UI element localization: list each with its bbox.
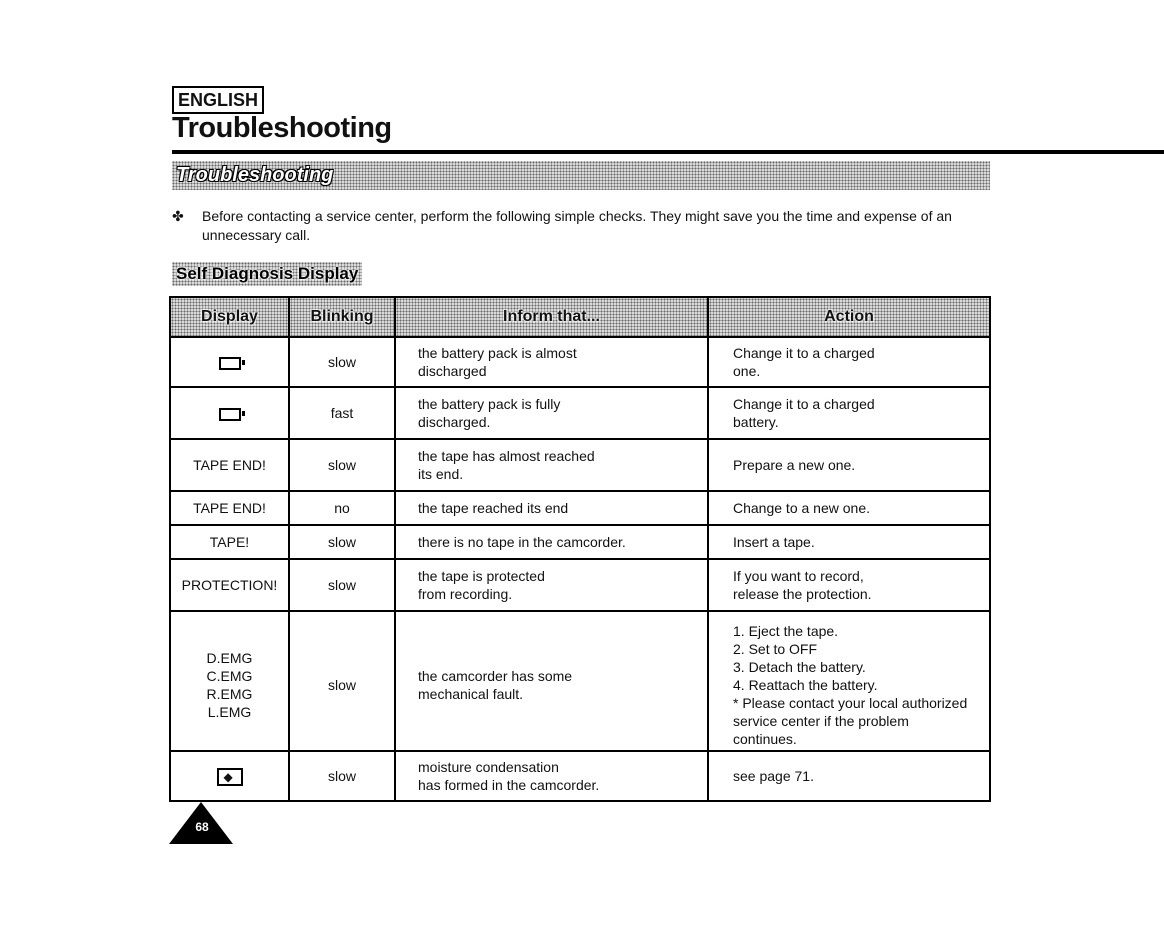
table-row (170, 387, 990, 439)
battery-icon (219, 408, 241, 421)
display-cell (170, 387, 289, 439)
display-cell (170, 751, 289, 801)
display-cell: TAPE! (170, 525, 289, 559)
subheading-text: Self Diagnosis Display (176, 264, 359, 283)
table-row (170, 559, 990, 611)
action-cell: 1. Eject the tape. 2. Set to OFF 3. Detach the battery. 4. Reattach the battery. * Please contact your local authorized service center if the problem continues. (708, 611, 990, 751)
action-cell: Change it to a charged one. (708, 337, 990, 387)
table-row (170, 525, 990, 559)
display-cell: TAPE END! (170, 491, 289, 525)
inform-cell: the tape reached its end (395, 491, 708, 525)
intro-text: Before contacting a service center, perform the following simple checks. They might save you the time and expense of an unnecessary call. (202, 208, 952, 243)
blinking-cell: slow (289, 611, 395, 751)
action-cell: Change to a new one. (708, 491, 990, 525)
table-row (170, 439, 990, 491)
display-cell: PROTECTION! (170, 559, 289, 611)
table-header-row (170, 297, 990, 337)
intro-paragraph (172, 207, 992, 245)
battery-icon (219, 357, 241, 370)
display-cell: D.EMG C.EMG R.EMG L.EMG (170, 611, 289, 751)
display-cell (170, 337, 289, 387)
blinking-cell: slow (289, 559, 395, 611)
page-title: Troubleshooting (172, 112, 392, 144)
inform-cell: the tape has almost reached its end. (395, 439, 708, 491)
blinking-cell: slow (289, 439, 395, 491)
header-display: Display (170, 297, 289, 337)
blinking-cell: slow (289, 525, 395, 559)
title-divider (172, 150, 1164, 154)
blinking-cell: slow (289, 337, 395, 387)
blinking-cell: slow (289, 751, 395, 801)
blinking-cell: fast (289, 387, 395, 439)
section-banner-text: Troubleshooting (176, 164, 334, 186)
action-cell: Change it to a charged battery. (708, 387, 990, 439)
inform-cell: moisture condensation has formed in the camcorder. (395, 751, 708, 801)
page-number-badge (169, 802, 233, 844)
moisture-icon (217, 768, 243, 786)
display-cell: TAPE END! (170, 439, 289, 491)
blinking-cell: no (289, 491, 395, 525)
inform-cell: there is no tape in the camcorder. (395, 525, 708, 559)
header-blinking: Blinking (289, 297, 395, 337)
header-inform: Inform that... (395, 297, 708, 337)
self-diagnosis-table (169, 296, 991, 802)
page-number: 68 (195, 820, 209, 834)
language-label: ENGLISH (172, 86, 264, 114)
table-row (170, 337, 990, 387)
table-row (170, 611, 990, 751)
action-cell: If you want to record, release the protection. (708, 559, 990, 611)
inform-cell: the battery pack is fully discharged. (395, 387, 708, 439)
section-banner (172, 161, 990, 190)
action-cell: see page 71. (708, 751, 990, 801)
inform-cell: the camcorder has some mechanical fault. (395, 611, 708, 751)
header-action: Action (708, 297, 990, 337)
table-row (170, 751, 990, 801)
bullet-icon: ✤ (172, 208, 184, 224)
subheading (172, 262, 362, 286)
inform-cell: the tape is protected from recording. (395, 559, 708, 611)
table-row (170, 491, 990, 525)
action-cell: Prepare a new one. (708, 439, 990, 491)
inform-cell: the battery pack is almost discharged (395, 337, 708, 387)
action-cell: Insert a tape. (708, 525, 990, 559)
